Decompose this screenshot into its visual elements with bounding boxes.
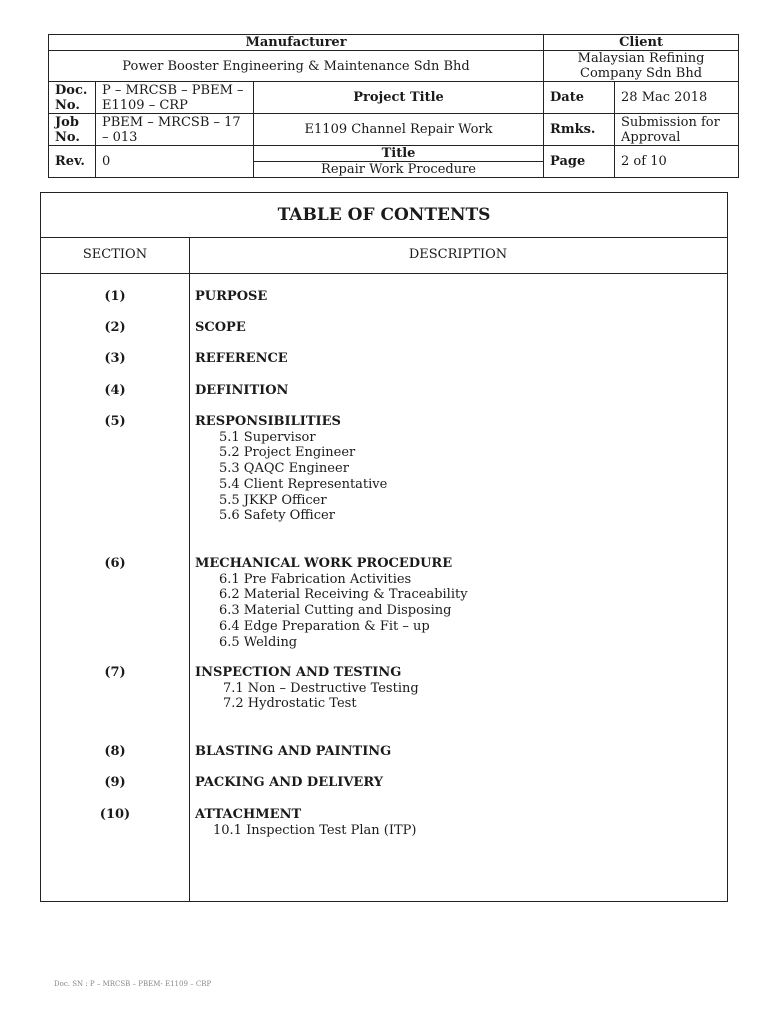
- rmks-value: Submission for Approval: [615, 114, 739, 146]
- rev-label: Rev.: [49, 146, 96, 178]
- page-label: Page: [544, 146, 615, 178]
- toc-entry-heading: MECHANICAL WORK PROCEDURE: [195, 556, 453, 571]
- job-no-label: Job No.: [49, 114, 96, 146]
- toc-subentry: 5.1 Supervisor: [219, 429, 316, 445]
- toc-entry-number: (6): [104, 556, 126, 571]
- toc-entry-heading: PURPOSE: [195, 289, 268, 304]
- project-title-label: Project Title: [254, 82, 544, 114]
- date-label: Date: [544, 82, 615, 114]
- toc-entry-number: (7): [104, 665, 126, 680]
- manufacturer-label: Manufacturer: [49, 35, 544, 51]
- client-name: Malaysian Refining Company Sdn Bhd: [544, 51, 739, 82]
- toc-entry-number: (8): [104, 744, 126, 759]
- toc-subentry: 6.4 Edge Preparation & Fit – up: [219, 618, 430, 634]
- doc-no-value: P – MRCSB – PBEM – E1109 – CRP: [96, 82, 254, 114]
- column-divider: [189, 237, 190, 901]
- footer-doc-sn: Doc. SN : P – MRCSB – PBEM- E1109 – CRP: [54, 980, 212, 988]
- description-column-header: DESCRIPTION: [189, 237, 727, 274]
- toc-entry-number: (4): [104, 383, 126, 398]
- toc-title: TABLE OF CONTENTS: [41, 193, 727, 238]
- page-value: 2 of 10: [615, 146, 739, 178]
- table-of-contents: [40, 192, 728, 902]
- toc-subentry: 7.1 Non – Destructive Testing: [223, 680, 419, 696]
- project-title-value: E1109 Channel Repair Work: [254, 114, 544, 146]
- manufacturer-name: Power Booster Engineering & Maintenance Sdn Bhd: [49, 51, 544, 82]
- section-column-header: SECTION: [41, 237, 189, 274]
- toc-subentry: 5.3 QAQC Engineer: [219, 461, 349, 477]
- toc-entry-heading: BLASTING AND PAINTING: [195, 744, 392, 759]
- title-label: Title: [254, 146, 544, 162]
- toc-entry-heading: PACKING AND DELIVERY: [195, 775, 384, 790]
- toc-entry-heading: SCOPE: [195, 320, 246, 335]
- date-value: 28 Mac 2018: [615, 82, 739, 114]
- rmks-label: Rmks.: [544, 114, 615, 146]
- toc-entry-number: (1): [104, 289, 126, 304]
- client-label: Client: [544, 35, 739, 51]
- toc-entry-heading: RESPONSIBILITIES: [195, 414, 341, 429]
- toc-subentry: 5.2 Project Engineer: [219, 445, 356, 461]
- toc-subentry: 5.6 Safety Officer: [219, 508, 335, 524]
- toc-subentry: 5.4 Client Representative: [219, 476, 388, 492]
- toc-subentry: 7.2 Hydrostatic Test: [223, 696, 357, 712]
- toc-entry-number: (2): [104, 320, 126, 335]
- toc-entry-heading: DEFINITION: [195, 383, 289, 398]
- toc-subentry: 10.1 Inspection Test Plan (ITP): [213, 822, 417, 838]
- toc-subentry: 5.5 JKKP Officer: [219, 492, 327, 508]
- toc-subentry: 6.1 Pre Fabrication Activities: [219, 571, 412, 587]
- rev-value: 0: [96, 146, 254, 178]
- doc-no-label: Doc. No.: [49, 82, 96, 114]
- document-header-table: [48, 34, 739, 178]
- toc-entry-heading: REFERENCE: [195, 351, 288, 366]
- job-no-value: PBEM – MRCSB – 17 – 013: [96, 114, 254, 146]
- toc-entry-number: (9): [104, 775, 126, 790]
- toc-subentry: 6.5 Welding: [219, 634, 298, 650]
- toc-entry-number: (3): [104, 351, 126, 366]
- toc-subentry: 6.3 Material Cutting and Disposing: [219, 603, 452, 619]
- toc-entry-number: (10): [99, 807, 131, 822]
- toc-subentry: 6.2 Material Receiving & Traceability: [219, 587, 468, 603]
- toc-entry-heading: ATTACHMENT: [195, 807, 302, 822]
- toc-entry-number: (5): [104, 414, 126, 429]
- toc-entry-heading: INSPECTION AND TESTING: [195, 665, 402, 680]
- title-value: Repair Work Procedure: [254, 162, 544, 178]
